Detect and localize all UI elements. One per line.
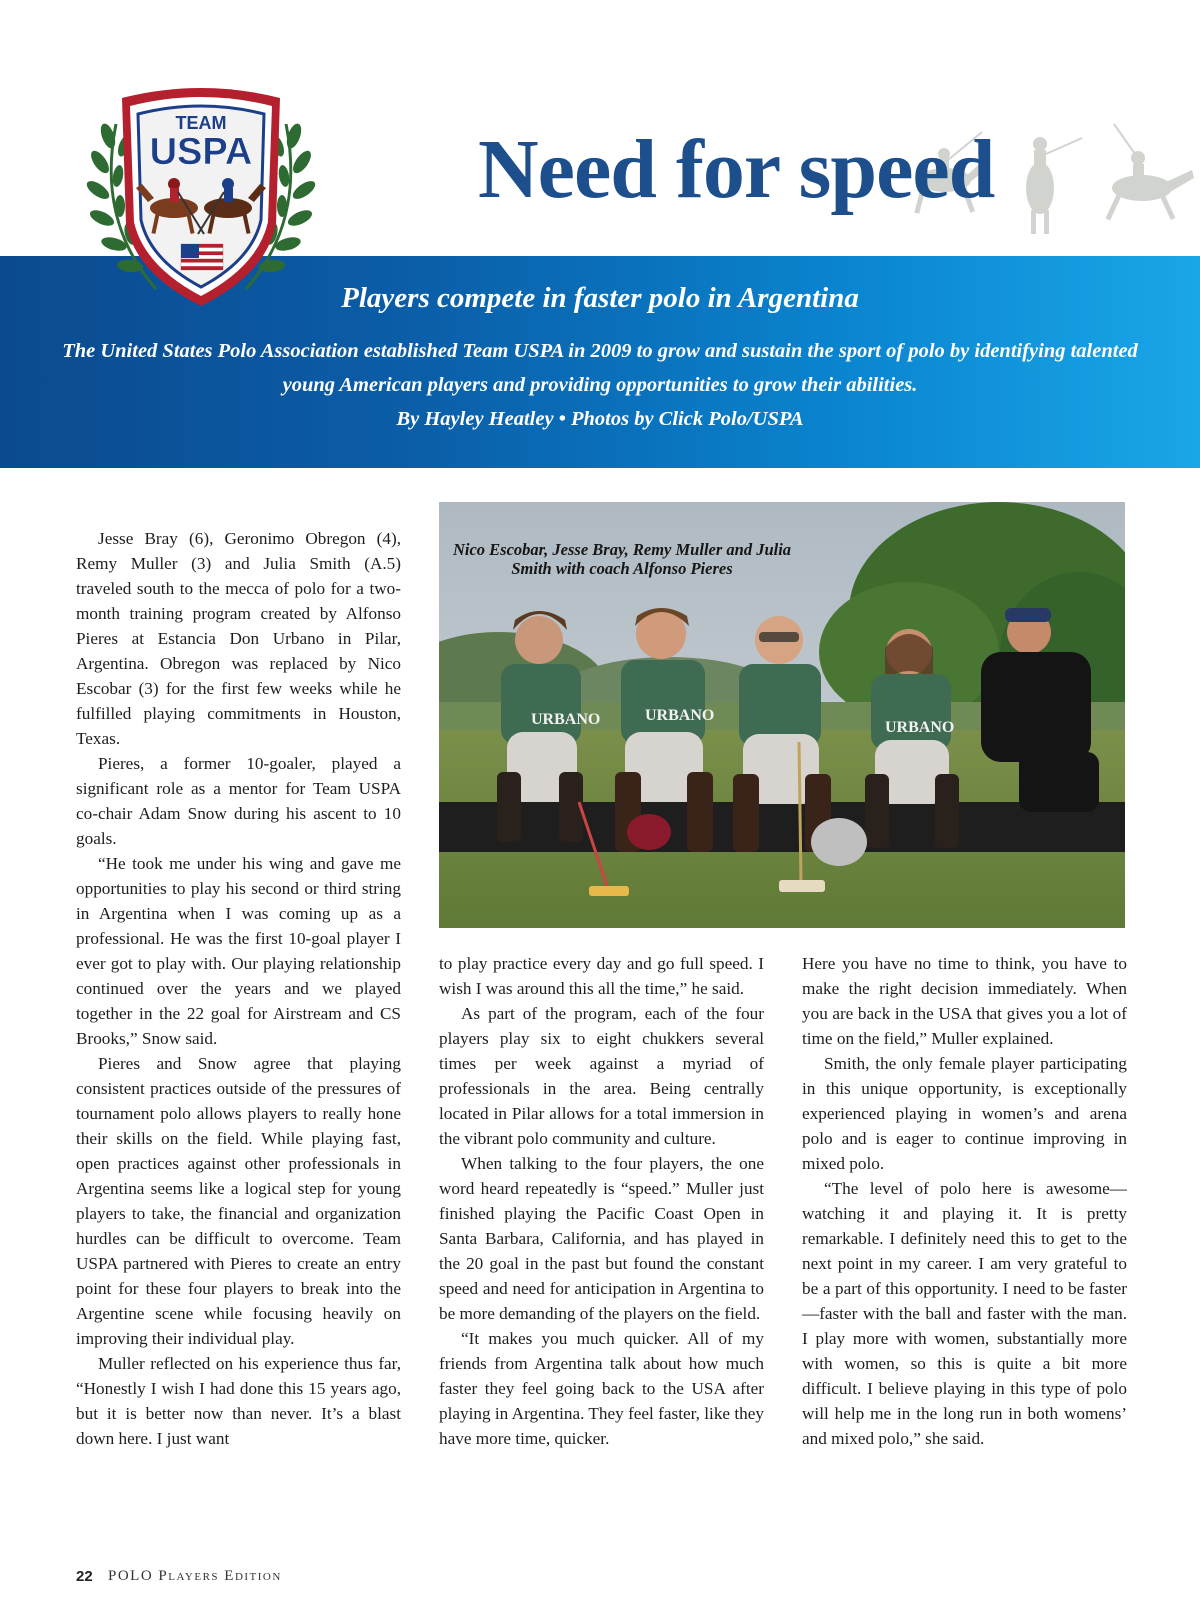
article-column-3 <box>802 951 1127 1451</box>
paragraph: Here you have no time to think, you have to make the right decision immediately. When you are back in the USA that gives you a lot of time on the field,” Muller explained. <box>802 954 1127 1048</box>
byline: By Hayley Heatley • Photos by Click Polo/USPA <box>396 408 804 430</box>
logo-uspa-text: USPA <box>149 131 253 173</box>
shirt-label: URBANO <box>645 707 715 724</box>
paragraph: Pieres, a former 10-goaler, played a significant role as a mentor for Team USPA co-chair Adam Snow during his ascent to 10 goals. <box>76 754 401 848</box>
team-photo <box>439 502 1125 928</box>
paragraph: Pieres and Snow agree that playing consistent practices outside of the pressures of tournament polo allows players to really hone their skills on the field. While playing fast, open practices against other professionals in Argentina seems like a logical step for young players to take, the financial and organization hurdles can be difficult to overcome. Team USPA partnered with Pieres to create an entry point for these four players to break into the Argentine scene while focusing heavily on improving their individual play. <box>76 1054 401 1348</box>
paragraph: When talking to the four players, the one word heard repeatedly is “speed.” Muller just finished playing the Pacific Coast Open in Santa Barbara, California, and has played in the 20 goal in the past but found the constant speed and need for anticipation in Argentina to be more demanding of the players on the field. <box>439 1154 764 1323</box>
paragraph: Jesse Bray (6), Geronimo Obregon (4), Remy Muller (3) and Julia Smith (A.5) traveled south to the mecca of polo for a two-month training program created by Alfonso Pieres at Estancia Don Urbano in Pilar, Argentina. Obregon was replaced by Nico Escobar (3) for the first few weeks while he fulfilled playing commitments in Houston, Texas. <box>76 529 401 748</box>
page-number: 22 <box>76 1568 93 1585</box>
deck-text: The United States Polo Association established Team USPA in 2009 to grow and sustain the sport of polo by identifying talented young American players and providing opportunities to grow their abilities. <box>62 340 1138 396</box>
article-deck <box>60 334 1140 436</box>
article-subtitle: Players compete in faster polo in Argentina <box>341 282 859 314</box>
paragraph: Smith, the only female player participating in this unique opportunity, is exceptionally experienced playing in women’s and arena polo and is eager to continue improving in mixed polo. <box>802 1054 1127 1173</box>
us-flag-icon <box>181 244 223 270</box>
team-uspa-logo-icon <box>86 84 316 316</box>
article-column-1 <box>76 526 401 1451</box>
photo-caption: Nico Escobar, Jesse Bray, Remy Muller and Julia Smith with coach Alfonso Pieres <box>452 540 792 578</box>
article-column-2 <box>439 951 764 1451</box>
shirt-label: URBANO <box>885 719 955 736</box>
paragraph: “He took me under his wing and gave me opportunities to play his second or third string in Argentina when I was coming up as a professional. He was the first 10-goal player I ever got to play with. Our playing relationship continued over the years and we played together in the 22 goal for Airstream and CS Brooks,” Snow said. <box>76 854 401 1048</box>
paragraph: Muller reflected on his experience thus far, “Honestly I wish I had done this 15 years ago, but it is better now than never. It’s a blast down here. I just want <box>76 1354 401 1448</box>
logo-team-text: TEAM <box>175 113 227 133</box>
paragraph: “The level of polo here is awesome—watching it and playing it. It is pretty remarkable. I definitely need this to get to the next point in my career. I am very grateful to be a part of this opportunity. I need to be faster—faster with the ball and faster with the man. I play more with women, substantially more with women, so this is quite a bit more difficult. I believe playing in this type of polo will help me in the long run in both womens’ and mixed polo,” she said. <box>802 1179 1127 1448</box>
paragraph: to play practice every day and go full speed. I wish I was around this all the time,” he said. <box>439 954 764 998</box>
paragraph: “It makes you much quicker. All of my friends from Argentina talk about how much faster they feel going back to the USA after playing in Argentina. They feel faster, like they have more time, quicker. <box>439 1329 764 1448</box>
shirt-label: URBANO <box>531 711 601 728</box>
paragraph: As part of the program, each of the four players play six to eight chukkers several times per week against a myriad of professionals in the area. Being centrally located in Pilar allows for a total immersion in the vibrant polo community and culture. <box>439 1004 764 1148</box>
article-title: Need for speed <box>478 123 995 216</box>
publication-name: POLO Players Edition <box>108 1568 282 1584</box>
